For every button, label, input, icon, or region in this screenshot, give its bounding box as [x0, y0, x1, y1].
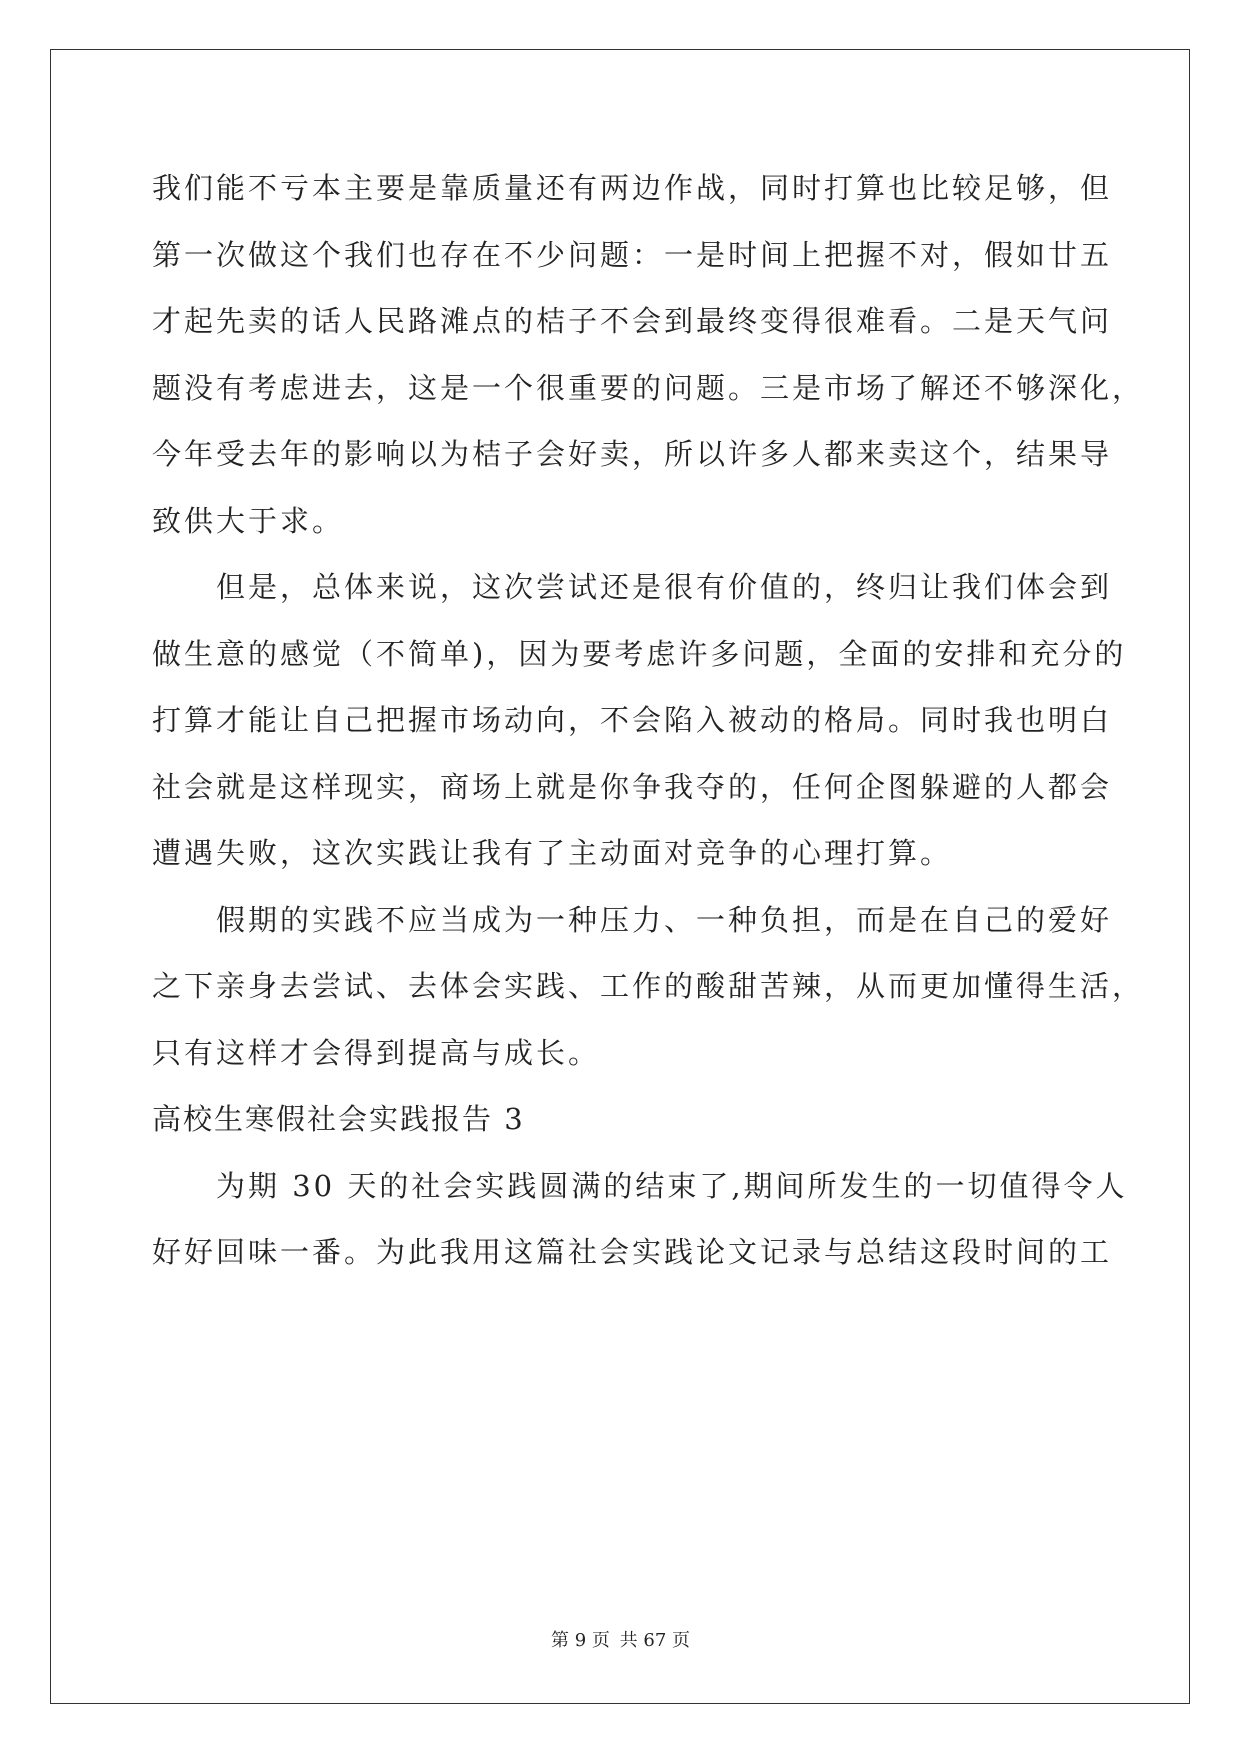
paragraph-line: 今年受去年的影响以为桔子会好卖，所以许多人都来卖这个，结果导	[152, 437, 1113, 471]
paragraph-line: 好好回味一番。为此我用这篇社会实践论文记录与总结这段时间的工	[152, 1235, 1113, 1269]
section-heading: 高校生寒假社会实践报告 3	[152, 1102, 525, 1136]
paragraph-line: 第一次做这个我们也存在不少问题：一是时间上把握不对，假如廿五	[152, 237, 1113, 272]
page-number: 第 9 页	[551, 1630, 610, 1651]
paragraph-line: 我们能不亏本主要是靠质量还有两边作战，同时打算也比较足够，但	[152, 171, 1113, 205]
paragraph-line: 做生意的感觉（不简单)，因为要考虑许多问题，全面的安排和充分的	[152, 636, 1127, 671]
paragraph-line: 为期 30 天的社会实践圆满的结束了,期间所发生的一切值得令人	[216, 1168, 1128, 1203]
paragraph-line: 致供大于求。	[152, 503, 345, 538]
total-pages: 共 67 页	[619, 1630, 690, 1651]
paragraph-line: 只有这样才会得到提高与成长。	[152, 1035, 601, 1070]
paragraph-line: 但是，总体来说，这次尝试还是很有价值的，终归让我们体会到	[216, 570, 1113, 604]
paragraph-line: 遭遇失败，这次实践让我有了主动面对竞争的心理打算。	[152, 836, 953, 870]
page-footer	[0, 1626, 1241, 1652]
paragraph-line: 假期的实践不应当成为一种压力、一种负担，而是在自己的爱好	[216, 902, 1113, 937]
document-body	[152, 155, 1145, 1286]
paragraph-line: 题没有考虑进去，这是一个很重要的问题。三是市场了解还不够深化，	[152, 370, 1145, 405]
paragraph-line: 之下亲身去尝试、去体会实践、工作的酸甜苦辣，从而更加懂得生活，	[152, 969, 1145, 1003]
paragraph-line: 打算才能让自己把握市场动向，不会陷入被动的格局。同时我也明白	[152, 703, 1113, 737]
paragraph-line: 社会就是这样现实，商场上就是你争我夺的，任何企图躲避的人都会	[152, 769, 1113, 804]
paragraph-line: 才起先卖的话人民路滩点的桔子不会到最终变得很难看。二是天气问	[152, 304, 1113, 338]
